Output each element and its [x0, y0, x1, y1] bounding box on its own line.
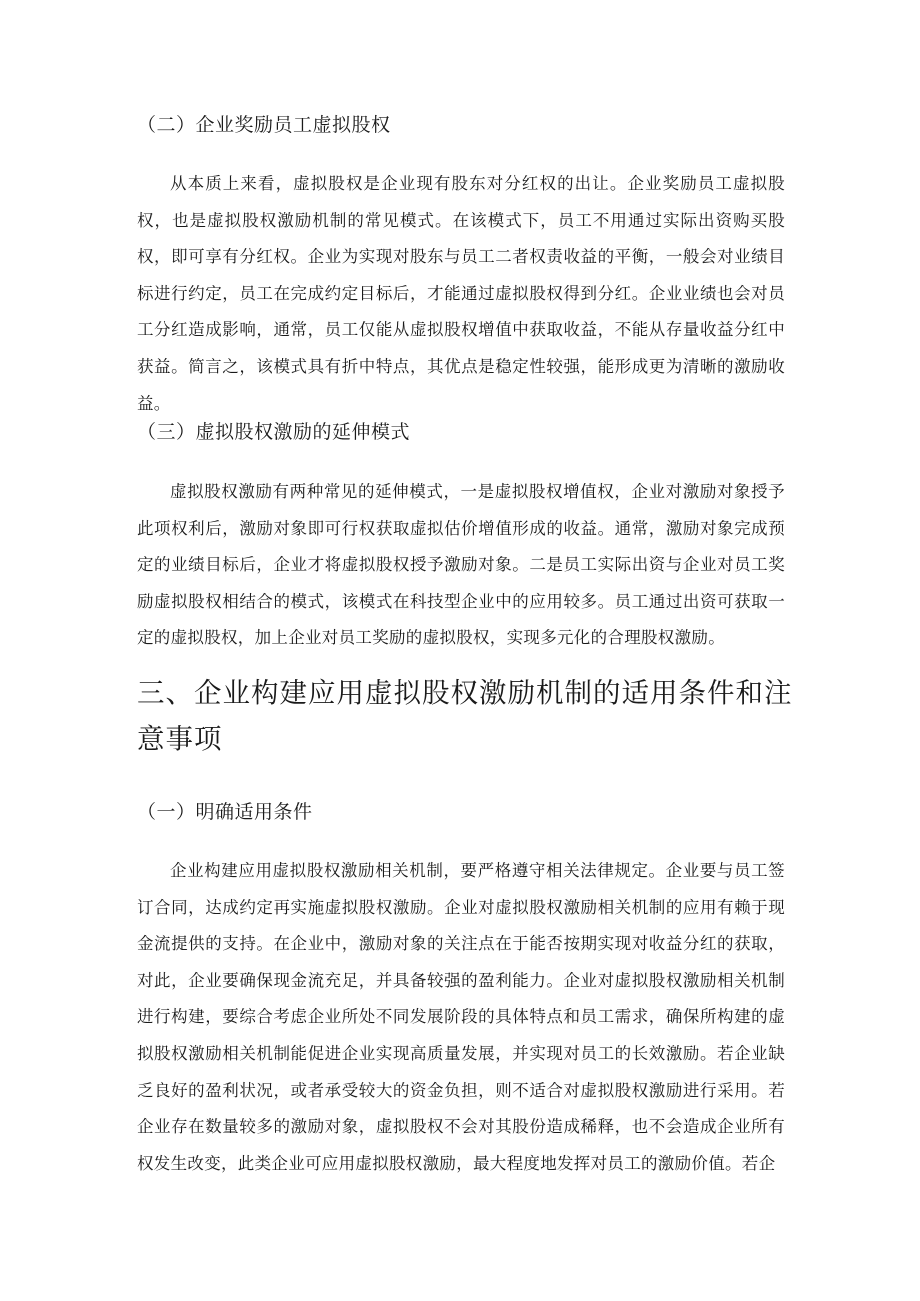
paragraph-extension-modes: 虚拟股权激励有两种常见的延伸模式，一是虚拟股权增值权，企业对激励对象授予此项权利后，激励对象即可行权获取虚拟估价增值形成的收益。通常，激励对象完成预定的业绩目标后，企业才将虚拟股权授予激励对象。二是员工实际出资与企业对员工奖励虚拟股权相结合的模式，该模式在科技型企业中的应用较多。员工通过出资可获取一定的虚拟股权，加上企业对员工奖励的虚拟股权，实现多元化的合理股权激励。 — [137, 482, 785, 648]
subsection-title-3-1: （一）明确适用条件 — [137, 801, 313, 823]
paragraph-virtual-equity-reward: 从本质上来看，虚拟股权是企业现有股东对分红权的出让。企业奖励员工虚拟股权，也是虚拟股权激励机制的常见模式。在该模式下，员工不用通过实际出资购买股权，即可享有分红权。企业为实现对股东与员工二者权责收益的平衡，一般会对业绩目标进行约定，员工在完成约定目标后，才能通过虚拟股权得到分红。企业业绩也会对员工分红造成影响，通常，员工仅能从虚拟股权增值中获取收益，不能从存量收益分红中获益。简言之，该模式具有折中特点，其优点是稳定性较强，能形成更为清晰的激励收益。 — [137, 174, 785, 413]
section-heading-3: 三、企业构建应用虚拟股权激励机制的适用条件和注意事项 — [137, 677, 793, 755]
subsection-title-2: （二）企业奖励员工虚拟股权 — [137, 114, 391, 136]
paragraph-applicable-conditions: 企业构建应用虚拟股权激励相关机制，要严格遵守相关法律规定。企业要与员工签订合同，达成约定再实施虚拟股权激励。企业对虚拟股权激励相关机制的应用有赖于现金流提供的支持。在企业中，激励对象的关注点在于能否按期实现对收益分红的获取，对此，企业要确保现金流充足，并具备较强的盈利能力。企业对虚拟股权激励相关机制进行构建，要综合考虑企业所处不同发展阶段的具体特点和员工需求，确保所构建的虚拟股权激励相关机制能促进企业实现高质量发展，并实现对员工的长效激励。若企业缺乏良好的盈利状况，或者承受较大的资金负担，则不适合对虚拟股权激励进行采用。若企业存在数量较多的激励对象，虚拟股权不会对其股份造成稀释，也不会造成企业所有权发生改变，此类企业可应用虚拟股权激励，最大程度地发挥对员工的激励价值。若企 — [137, 861, 785, 1173]
subsection-title-3: （三）虚拟股权激励的延伸模式 — [137, 421, 411, 443]
